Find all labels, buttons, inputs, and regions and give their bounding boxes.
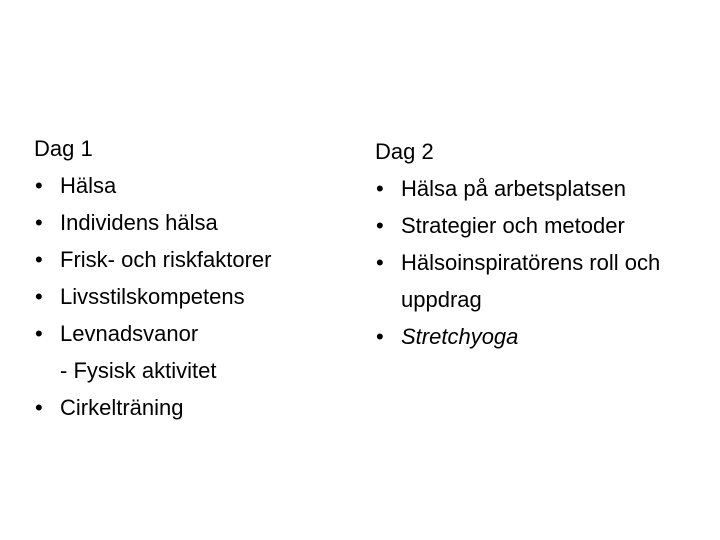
list-item: [34, 204, 354, 241]
day1-column: [34, 130, 354, 426]
list-item-text: Levnadsvanor: [60, 321, 199, 346]
day2-column: [375, 133, 705, 355]
list-item-text: Cirkelträning: [60, 395, 184, 420]
bullet-icon: •: [376, 324, 384, 349]
list-item-text: Hälsa: [60, 173, 117, 198]
bullet-icon: •: [35, 395, 43, 420]
sub-item: [34, 352, 354, 389]
bullet-icon: •: [376, 250, 384, 275]
bullet-icon: •: [35, 247, 43, 272]
bullet-icon: •: [35, 173, 43, 198]
list-item-text: Livsstilskompetens: [60, 284, 245, 309]
list-item-text: Hälsoinspiratörens roll och uppdrag: [401, 250, 661, 312]
bullet-icon: •: [35, 284, 43, 309]
bullet-icon: •: [376, 176, 384, 201]
bullet-icon: •: [35, 210, 43, 235]
list-item-text: Hälsa på arbetsplatsen: [401, 176, 627, 201]
bullet-icon: •: [376, 213, 384, 238]
list-item: [375, 170, 705, 207]
day2-list: [375, 170, 705, 355]
list-item: [375, 207, 705, 244]
list-item-text: Strategier och metoder: [401, 213, 625, 238]
list-item: [375, 318, 705, 355]
list-item-text: Stretchyoga: [401, 324, 519, 349]
day1-title: Dag 1: [34, 136, 93, 161]
list-item: [34, 167, 354, 204]
list-item-text: Frisk- och riskfaktorer: [60, 247, 272, 272]
list-item-text: Individens hälsa: [60, 210, 218, 235]
list-item: [34, 241, 354, 278]
day2-title: Dag 2: [375, 139, 434, 164]
bullet-icon: •: [35, 321, 43, 346]
sub-item-text: - Fysisk aktivitet: [60, 358, 217, 383]
list-item: [34, 278, 354, 315]
list-item: [375, 244, 671, 318]
list-item: [34, 389, 354, 426]
day1-list: [34, 167, 354, 426]
list-item: [34, 315, 354, 352]
